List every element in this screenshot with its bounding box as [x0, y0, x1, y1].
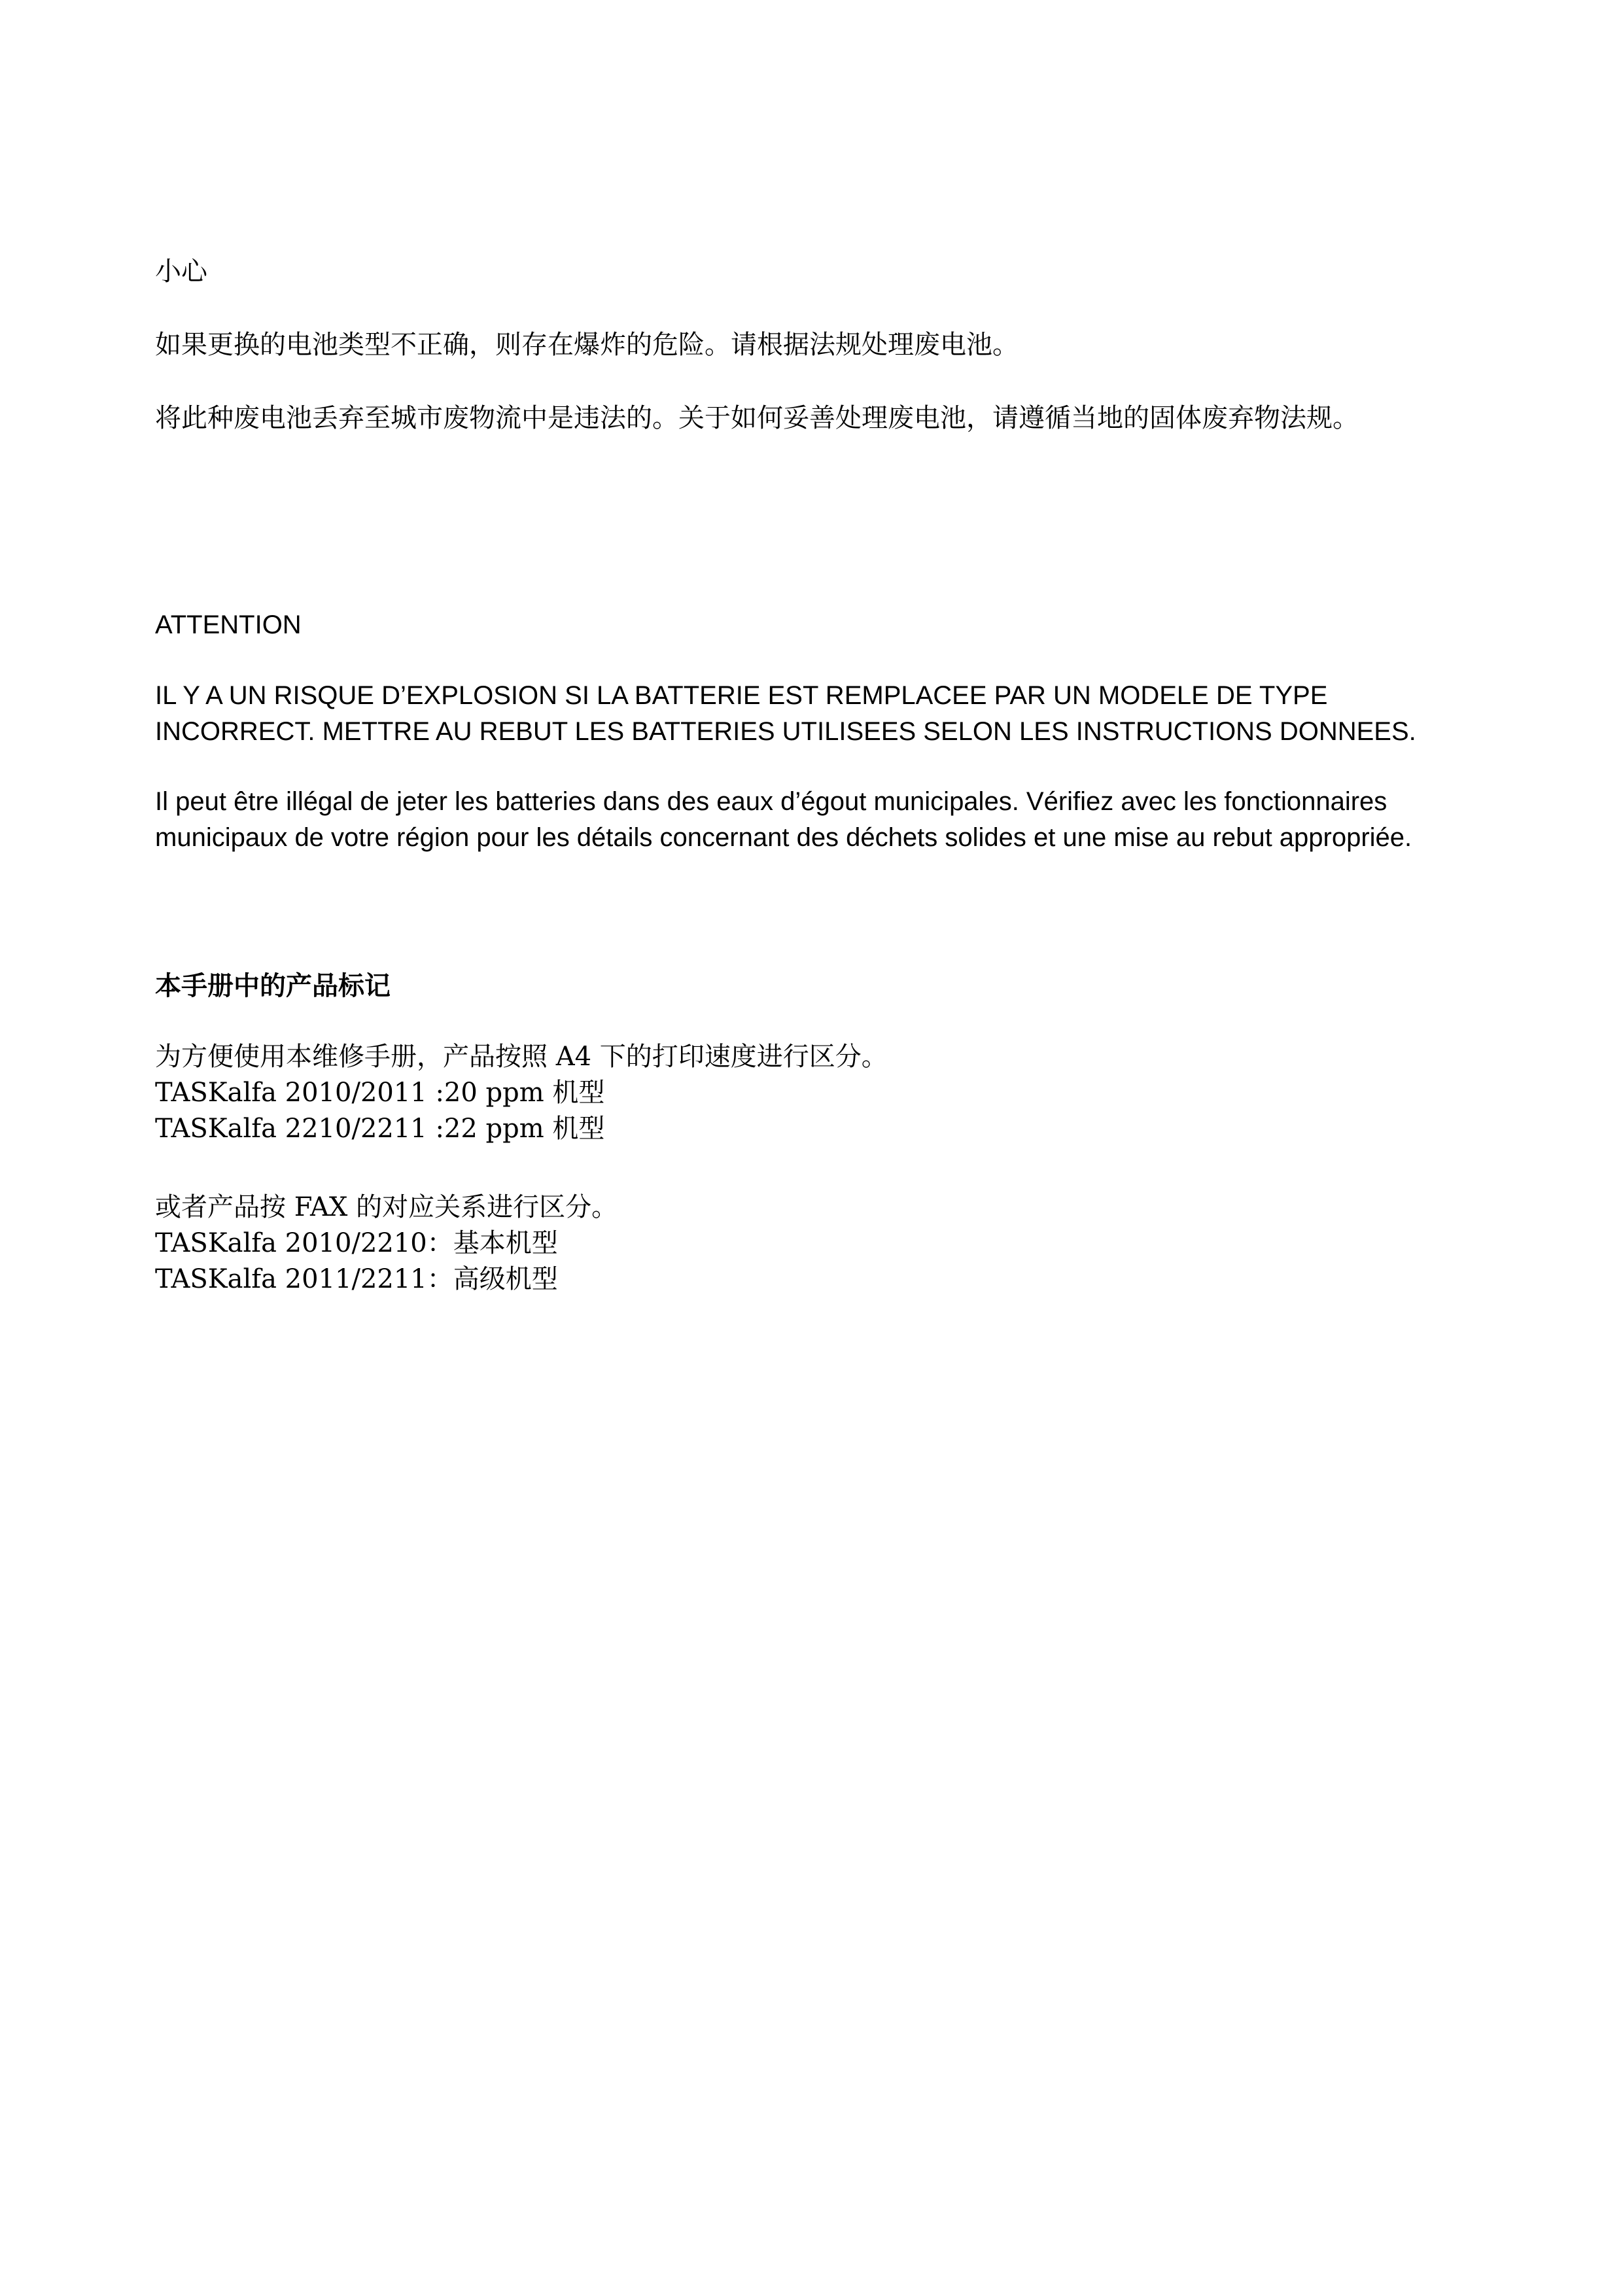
- caution-heading-cn: 小心: [155, 256, 207, 287]
- caution-fr-2-line-1: Il peut être illégal de jeter les batteries dans des eaux d’égout municipales. Vérifiez avec les fonctionnaires: [155, 787, 1387, 816]
- caution-fr-2-line-2: municipaux de votre région pour les détails concernant des déchets solides et une mise au rebut appropriée.: [155, 823, 1412, 852]
- product-notation-heading: 本手册中的产品标记: [155, 971, 391, 1001]
- caution-paragraph-cn-2: 将此种废电池丢弃至城市废物流中是违法的。关于如何妥善处理废电池，请遵循当地的固体废弃物法规。: [155, 403, 1359, 433]
- speed-intro: 为方便使用本维修手册，产品按照 A4 下的打印速度进行区分。: [155, 1042, 888, 1072]
- speed-section: [155, 1039, 888, 1147]
- caution-paragraph-fr-1: [155, 678, 1416, 750]
- caution-heading-fr: ATTENTION: [155, 610, 302, 639]
- speed-model-2: TASKalfa 2210/2211 :22 ppm 机型: [155, 1114, 605, 1144]
- caution-paragraph-fr-2: [155, 784, 1412, 856]
- speed-model-1: TASKalfa 2010/2011 :20 ppm 机型: [155, 1078, 605, 1108]
- caution-fr-1-line-2: INCORRECT. METTRE AU REBUT LES BATTERIES UTILISEES SELON LES INSTRUCTIONS DONNEES.: [155, 717, 1416, 746]
- fax-intro: 或者产品按 FAX 的对应关系进行区分。: [155, 1192, 618, 1222]
- fax-model-1: TASKalfa 2010/2210：基本机型: [155, 1228, 558, 1258]
- fax-section: [155, 1190, 618, 1298]
- caution-fr-1-line-1: IL Y A UN RISQUE D’EXPLOSION SI LA BATTERIE EST REMPLACEE PAR UN MODELE DE TYPE: [155, 681, 1328, 710]
- caution-paragraph-cn-1: 如果更换的电池类型不正确，则存在爆炸的危险。请根据法规处理废电池。: [155, 330, 1019, 360]
- fax-model-2: TASKalfa 2011/2211：高级机型: [155, 1264, 558, 1294]
